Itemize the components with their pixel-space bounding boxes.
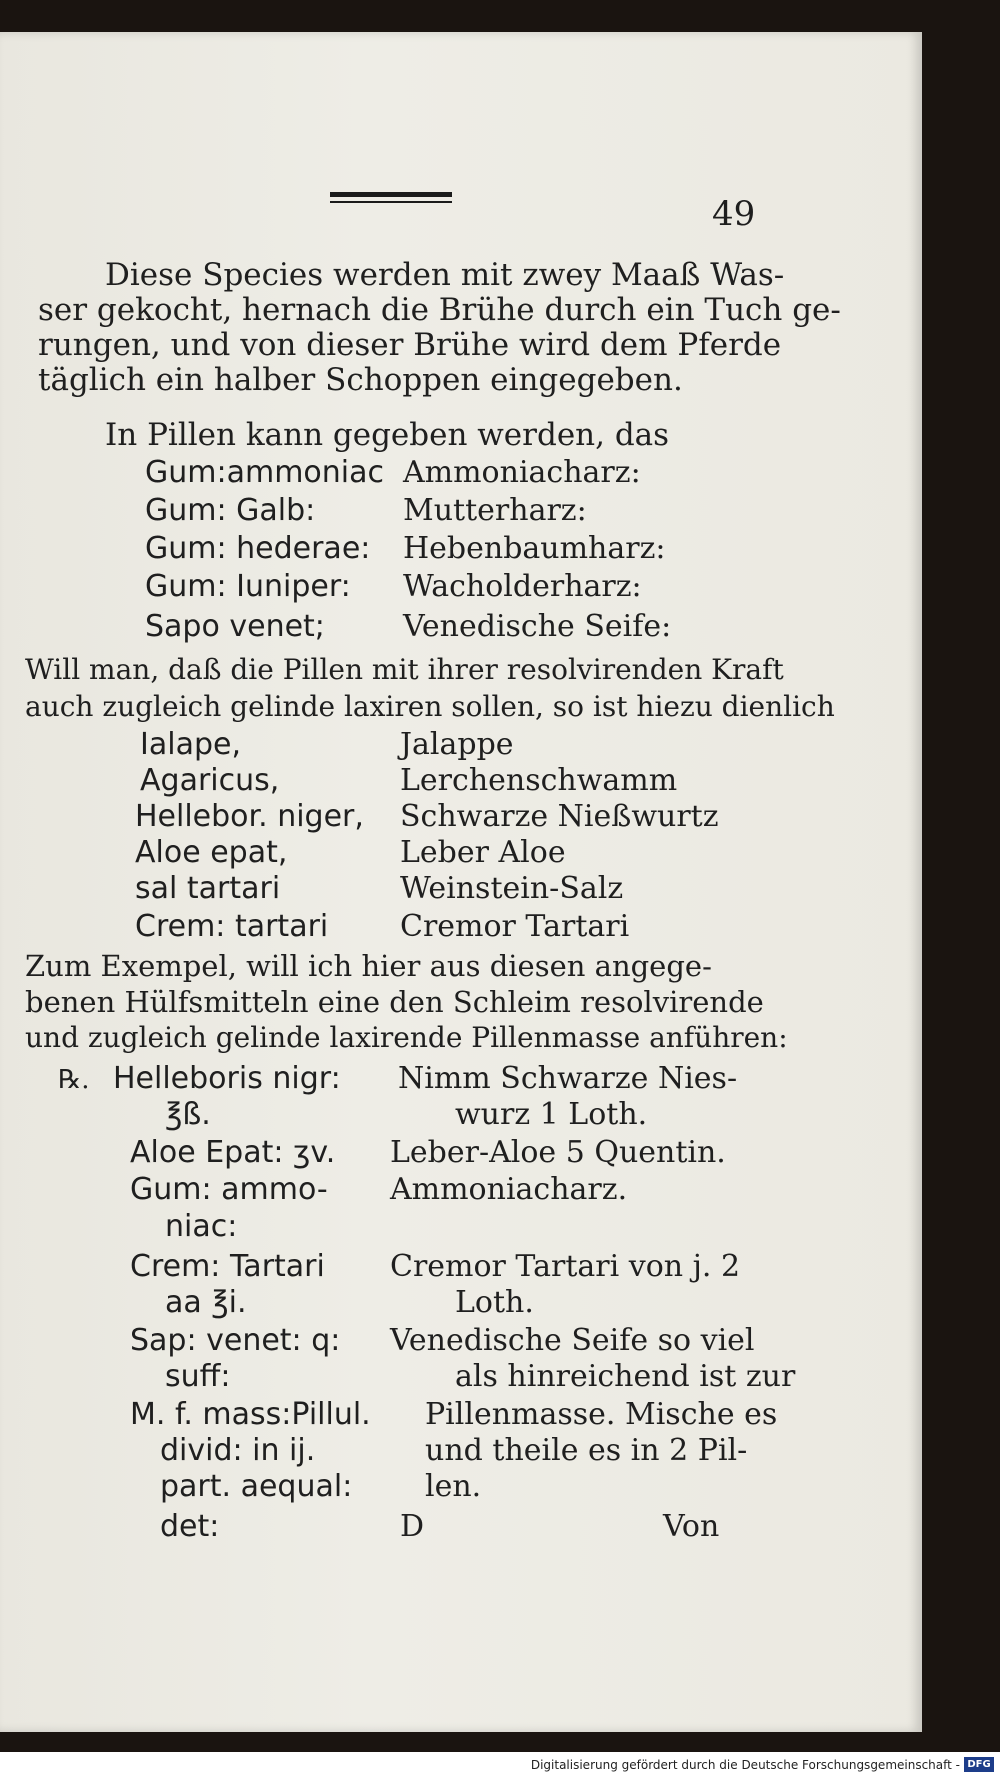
paragraph3-line: Zum Exempel, will ich hier aus diesen angege- [25, 949, 712, 983]
recipe-german: Ammoniacharz. [390, 1172, 628, 1207]
page-number: 49 [712, 194, 756, 234]
recipe-latin: ℥ß. [165, 1097, 211, 1132]
recipe-latin: Gum: ammo- [130, 1172, 328, 1207]
header-rule [330, 192, 452, 203]
recipe-german: Venedische Seife so viel [390, 1323, 755, 1358]
recipe-german: und theile es in 2 Pil- [425, 1433, 748, 1468]
dfg-logo: DFG [964, 1757, 994, 1772]
recipe-latin: Helleboris nigr: [113, 1061, 341, 1096]
paragraph1-line: ser gekocht, hernach die Brühe durch ein Tuch ge- [38, 292, 841, 328]
list2-german: Schwarze Nießwurtz [400, 799, 719, 834]
recipe-latin: Aloe Epat: ʒv. [130, 1135, 336, 1170]
recipe-german: Cremor Tartari von j. 2 [390, 1249, 741, 1284]
list2-latin: Aloe epat, [135, 835, 288, 870]
recipe-symbol: ℞. [58, 1065, 90, 1095]
paragraph1-line: rungen, und von dieser Brühe wird dem Pferde [38, 327, 782, 363]
recipe-latin: M. f. mass:Pillul. [130, 1397, 371, 1432]
list2-latin: Ialape, [140, 727, 241, 762]
recipe-german: len. [425, 1469, 482, 1504]
list1-latin: Gum: hederae: [145, 531, 371, 566]
list1-latin: Gum:ammoniac [145, 455, 385, 490]
recipe-german: wurz 1 Loth. [455, 1097, 648, 1132]
list2-german: Cremor Tartari [400, 909, 630, 944]
list2-latin: sal tartari [135, 871, 281, 906]
recipe-latin: det: [160, 1509, 220, 1544]
list2-german: Lerchenschwamm [400, 763, 678, 798]
list2-german: Weinstein-Salz [400, 871, 624, 906]
recipe-latin: niac: [165, 1209, 238, 1244]
list1-latin: Sapo venet; [145, 609, 325, 644]
paragraph2-line: Will man, daß die Pillen mit ihrer resolvirenden Kraft [25, 653, 784, 686]
list1-latin: Gum: Galb: [145, 493, 316, 528]
recipe-latin: suff: [165, 1359, 231, 1394]
list2-latin: Crem: tartari [135, 909, 329, 944]
pills-intro: In Pillen kann gegeben werden, das [105, 417, 670, 453]
paragraph3-line: und zugleich gelinde laxirende Pillenmasse anführen: [25, 1021, 788, 1054]
list1-german: Ammoniacharz: [403, 455, 641, 490]
recipe-german: D [400, 1509, 425, 1544]
paragraph3-line: benen Hülfsmitteln eine den Schleim resolvirende [25, 985, 764, 1019]
paragraph1-line: Diese Species werden mit zwey Maaß Was- [105, 257, 785, 293]
list1-german: Mutterharz: [403, 493, 587, 528]
paragraph1-line: täglich ein halber Schoppen eingegeben. [38, 362, 683, 398]
recipe-german: Loth. [455, 1285, 534, 1320]
digitization-footer [0, 1752, 1000, 1779]
list2-latin: Hellebor. niger, [135, 799, 364, 834]
list2-latin: Agaricus, [140, 763, 280, 798]
catchword: Von [663, 1509, 720, 1544]
list1-german: Wacholderharz: [403, 569, 642, 604]
list1-german: Hebenbaumharz: [403, 531, 666, 566]
recipe-latin: Sap: venet: q: [130, 1323, 341, 1358]
list2-german: Jalappe [400, 727, 514, 762]
recipe-german: Nimm Schwarze Nies- [398, 1061, 738, 1096]
recipe-german: als hinreichend ist zur [455, 1359, 796, 1394]
recipe-german: Leber-Aloe 5 Quentin. [390, 1135, 726, 1170]
footer-credit: Digitalisierung gefördert durch die Deutsche Forschungsgemeinschaft - [530, 1758, 960, 1772]
paragraph2-line: auch zugleich gelinde laxiren sollen, so ist hiezu dienlich [25, 690, 835, 723]
recipe-latin: aa ℥i. [165, 1285, 247, 1320]
recipe-latin: Crem: Tartari [130, 1249, 325, 1284]
recipe-latin: divid: in ij. [160, 1433, 316, 1468]
recipe-latin: part. aequal: [160, 1469, 353, 1504]
list2-german: Leber Aloe [400, 835, 566, 870]
list1-latin: Gum: Iuniper: [145, 569, 351, 604]
recipe-german: Pillenmasse. Mische es [425, 1397, 778, 1432]
list1-german: Venedische Seife: [403, 609, 672, 644]
